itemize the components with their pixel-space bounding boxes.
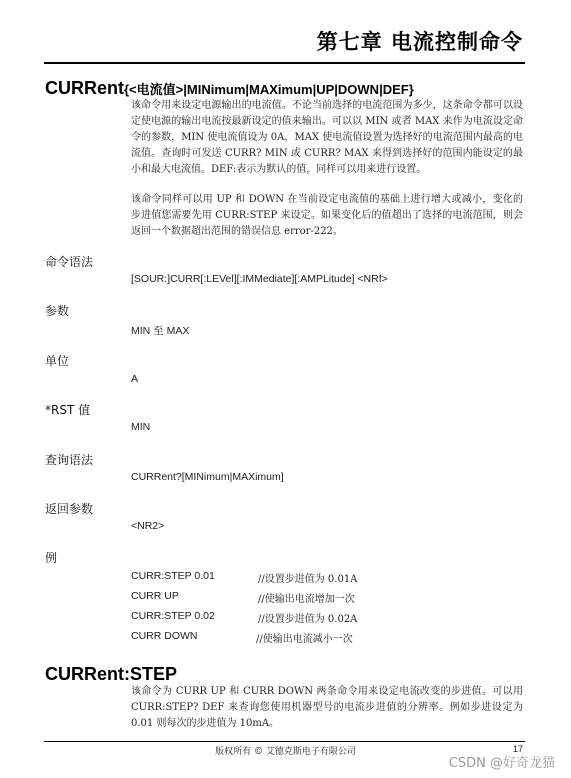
- example-code: CURR:STEP 0.01: [131, 570, 215, 582]
- syntax-heading: 命令语法: [45, 255, 94, 269]
- params-value: MIN 至 MAX: [131, 325, 190, 337]
- command-title-current: [45, 78, 414, 99]
- footer-copyright: 版权所有 © 艾德克斯电子有限公司: [215, 747, 356, 757]
- description-paragraph: 该命令为 CURR UP 和 CURR DOWN 两条命令用来设定电流改变的步进值。可以用 CURR:STEP? DEF 来查询您使用机器型号的电流步进值的分辨率。例如步进设定为 0.01 则每次的步进值为 10mA。: [131, 686, 523, 729]
- query-heading: 查询语法: [45, 453, 94, 467]
- example-comment: //设置步进值为 0.02A: [258, 614, 358, 625]
- description-paragraph: 该命令用来设定电源输出的电流值。不论当前选择的电流范围为多少，这条命令都可以设定使电源的输出电流按最新设定的值来输出。可以以 MIN 或者 MAX 来作为电流设定命令的参数，MIN 使电流值设为 0A，MAX 使电流值设置为选择好的电流范围内最高的电流值。查询时可发送 CURR? MIN 或 CURR? MAX 来得到选择好的范围内能设定的最小和最大电流值。DEF:表示为默认的值，同样可以用来进行设置。: [131, 100, 523, 175]
- watermark: CSDN @好奇龙猫: [448, 756, 555, 771]
- example-comment: //使输出电流增加一次: [258, 594, 355, 605]
- example-row: [131, 630, 461, 646]
- description-paragraph: 该命令同样可以用 UP 和 DOWN 在当前设定电流值的基础上进行增大或减小，变化的步进值您需要先用 CURR:STEP 来设定。如果变化后的值超出了选择的电流范围，则会返回一个数据超出范围的错误信息 error-222。: [131, 194, 523, 237]
- footer-divider: [44, 741, 525, 742]
- rst-value: MIN: [131, 421, 151, 433]
- command-title-current-step: [45, 664, 177, 685]
- rst-heading: *RST 值: [45, 403, 91, 417]
- example-code: CURR DOWN: [131, 630, 198, 642]
- syntax-value: [SOUR:]CURR[:LEVel][:IMMediate][:AMPLitude] <NRf>: [131, 273, 388, 285]
- example-comment: //设置步进值为 0.01A: [258, 574, 358, 585]
- unit-value: A: [131, 373, 139, 385]
- command-name: CURRent: [45, 78, 124, 98]
- query-value: CURRent?[MINimum|MAXimum]: [131, 471, 284, 483]
- chapter-title: 第七章 电流控制命令: [316, 30, 523, 54]
- example-code: CURR:STEP 0.02: [131, 610, 215, 622]
- header-divider: [44, 62, 525, 64]
- unit-heading: 单位: [45, 354, 70, 368]
- example-code: CURR UP: [131, 590, 179, 602]
- example-row: [131, 590, 461, 606]
- command-name: CURRent:STEP: [45, 664, 178, 684]
- example-row: [131, 570, 461, 586]
- example-row: [131, 610, 461, 626]
- page-number: 17: [512, 744, 523, 754]
- example-heading: 例: [45, 551, 58, 565]
- returns-value: <NR2>: [131, 520, 165, 532]
- returns-heading: 返回参数: [45, 502, 94, 516]
- example-comment: //使输出电流减小一次: [256, 634, 353, 645]
- command-params: {<电流值>|MINimum|MAXimum|UP|DOWN|DEF}: [124, 82, 414, 97]
- params-heading: 参数: [45, 304, 70, 318]
